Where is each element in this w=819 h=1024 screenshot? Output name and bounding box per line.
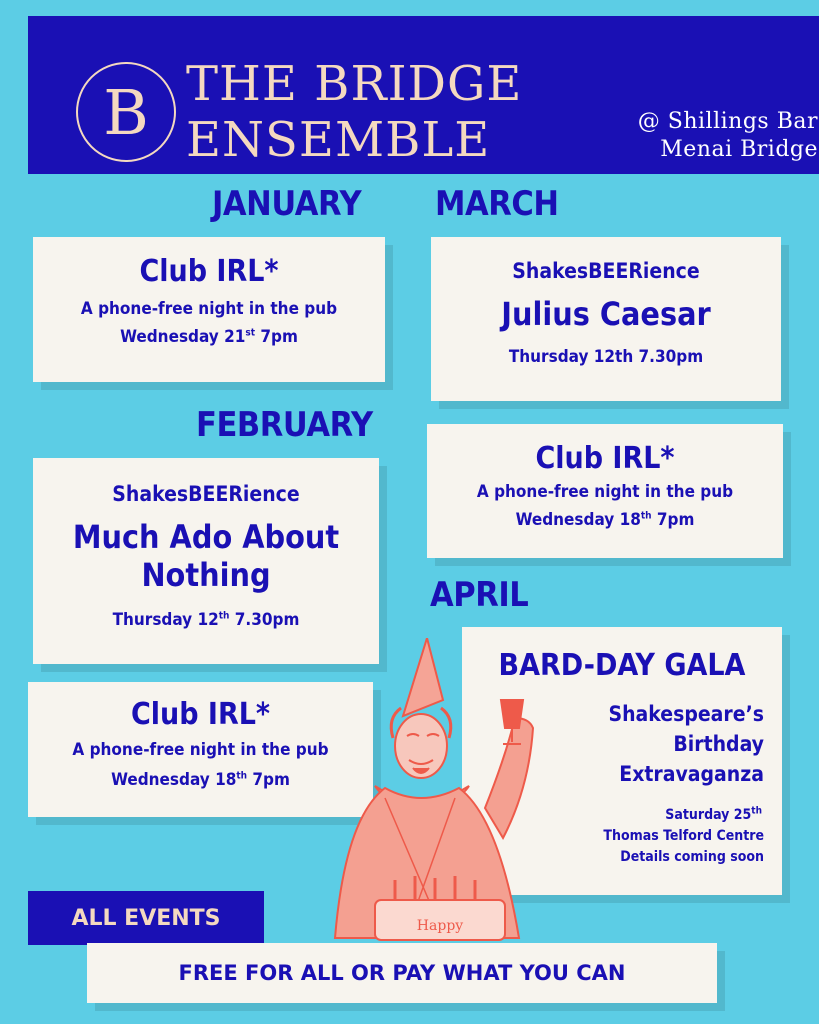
event-title: Club IRL* <box>535 441 675 476</box>
event-date-time: 7.30pm <box>229 610 300 630</box>
event-date-time: 7pm <box>247 770 290 790</box>
event-date <box>33 608 379 632</box>
event-date-day: Wednesday 21 <box>120 327 246 347</box>
event-card-mar-club <box>427 424 783 558</box>
event-date-suffix: th <box>751 805 762 817</box>
event-card-feb-shakes <box>33 458 379 664</box>
event-date-suffix: th <box>218 610 230 622</box>
cake-text: Happy <box>416 918 464 934</box>
event-play: Julius Caesar <box>501 295 711 333</box>
all-events-label: ALL EVENTS <box>28 891 264 945</box>
event-venue: Thomas Telford Centre <box>603 828 764 844</box>
event-series: ShakesBEERience <box>112 482 300 506</box>
brand-line-2: ENSEMBLE <box>186 112 491 168</box>
venue-line-1: @ Shillings Bar <box>637 109 818 134</box>
header-banner <box>28 16 819 174</box>
event-date <box>427 508 783 532</box>
month-heading-april: APRIL <box>430 575 529 615</box>
event-date-time: 7pm <box>255 327 298 347</box>
brand-line-1: THE BRIDGE <box>186 56 523 112</box>
event-date: Thursday 12th 7.30pm <box>508 347 704 367</box>
event-subtitle: A phone-free night in the pub <box>476 482 734 502</box>
event-date-day: Thursday 12 <box>112 610 219 630</box>
event-date-time: 7pm <box>651 510 695 530</box>
event-date-day: Wednesday 18 <box>111 770 237 790</box>
venue-line-2: Menai Bridge <box>660 137 818 162</box>
event-desc-line-1: Shakespeare’s <box>608 702 764 726</box>
logo-badge <box>76 62 176 162</box>
event-subtitle: A phone-free night in the pub <box>80 299 338 319</box>
brand-name <box>186 56 566 168</box>
event-title: BARD-DAY GALA <box>498 648 746 683</box>
event-subtitle: A phone-free night in the pub <box>72 740 329 760</box>
event-date-suffix: st <box>245 327 256 339</box>
month-heading-march: MARCH <box>435 184 559 224</box>
event-card-mar-shakes <box>431 237 781 401</box>
event-note: Details coming soon <box>620 849 764 865</box>
event-date <box>33 325 385 349</box>
venue-info <box>573 108 818 164</box>
event-title: Club IRL* <box>139 254 279 289</box>
event-desc-line-3: Extravaganza <box>619 762 764 786</box>
event-series: ShakesBEERience <box>512 259 700 283</box>
event-desc-line-2: Birthday <box>673 732 764 756</box>
month-heading-january: JANUARY <box>212 184 362 224</box>
event-card-jan-club <box>33 237 385 382</box>
logo-letter: B <box>103 75 149 149</box>
event-date-suffix: th <box>640 510 652 522</box>
event-play-line-2: Nothing <box>141 556 271 594</box>
month-heading-february: FEBRUARY <box>196 405 373 445</box>
event-title: Club IRL* <box>130 697 271 732</box>
event-date-day: Wednesday 18 <box>515 510 641 530</box>
shakespeare-illustration <box>295 638 595 948</box>
event-date-suffix: th <box>236 770 248 782</box>
price-banner: FREE FOR ALL OR PAY WHAT YOU CAN <box>87 943 717 1003</box>
event-date-day: Saturday 25 <box>665 807 752 823</box>
event-play-line-1: Much Ado About <box>72 518 340 556</box>
